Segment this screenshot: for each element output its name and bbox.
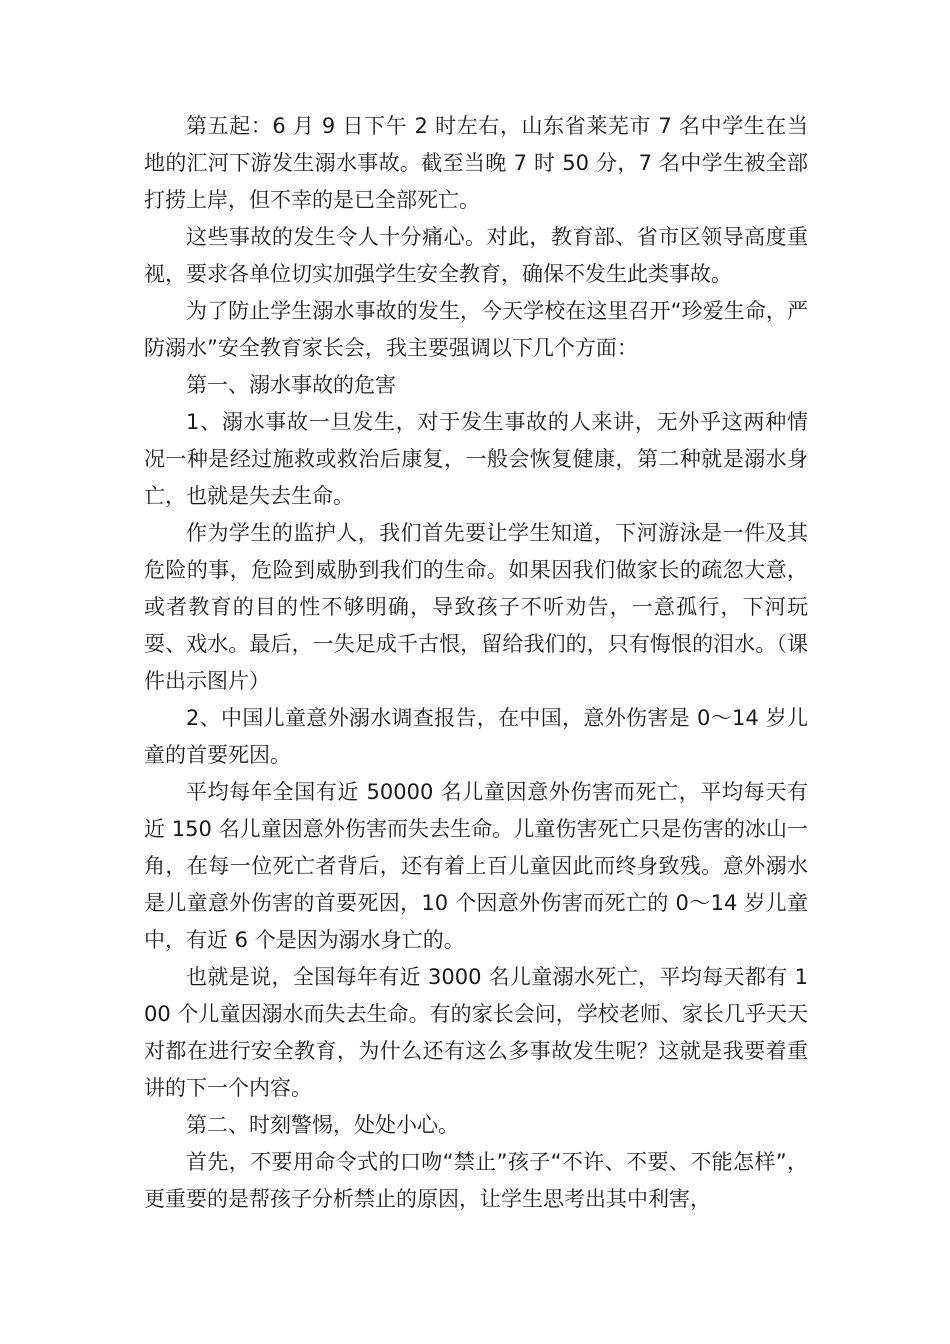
paragraph-daily-deaths: 也就是说，全国每年有近 3000 名儿童溺水死亡，平均每天都有 100 个儿童因溺水而失去生命。有的家长会问，学校老师、家长几乎天天对都在进行安全教育，为什么还有这么多事故发生呢？这就是我要着重讲的下一个内容。 xyxy=(144,965,808,1100)
paragraph-meeting-purpose: 为了防止学生溺水事故的发生，今天学校在这里召开“珍爱生命，严防溺水”安全教育家长会，我主要强调以下几个方面： xyxy=(144,299,808,360)
paragraph-first-advice: 首先，不要用命令式的口吻“禁止”孩子“不许、不要、不能怎样”，更重要的是帮孩子分析禁止的原因，让学生思考出其中利害， xyxy=(144,1150,808,1211)
paragraph-statistics: 平均每年全国有近 50000 名儿童因意外伤害而死亡，平均每天有近 150 名儿童因意外伤害而失去生命。儿童伤害死亡只是伤害的冰山一角，在每一位死亡者背后，还有着上百儿童因此而终身致残。意外溺水是儿童意外伤害的首要死因，10 个因意外伤害而死亡的 0～14 岁儿童中，有近 6 个是因为溺水身亡的。 xyxy=(144,780,808,952)
paragraph-point-one: 1、溺水事故一旦发生，对于发生事故的人来讲，无外乎这两种情况一种是经过施救或救治后康复，一般会恢复健康，第二种就是溺水身亡，也就是失去生命。 xyxy=(144,410,808,508)
document-body xyxy=(144,108,808,1218)
paragraph-accident-five: 第五起：6 月 9 日下午 2 时左右，山东省莱芜市 7 名中学生在当地的汇河下游发生溺水事故。截至当晚 7 时 50 分，7 名中学生被全部打捞上岸，但不幸的是已全部死亡。 xyxy=(144,114,808,212)
paragraph-point-two: 2、中国儿童意外溺水调查报告，在中国，意外伤害是 0～14 岁儿童的首要死因。 xyxy=(144,706,808,767)
section-heading-two: 第二、时刻警惕，处处小心。 xyxy=(186,1113,459,1137)
section-heading-one: 第一、溺水事故的危害 xyxy=(186,373,396,397)
paragraph-guardian-role: 作为学生的监护人，我们首先要让学生知道，下河游泳是一件及其危险的事，危险到威胁到我们的生命。如果因我们做家长的疏忽大意，或者教育的目的性不够明确，导致孩子不听劝告，一意孤行，下河玩耍、戏水。最后，一失足成千古恨，留给我们的，只有悔恨的泪水。（课件出示图片） xyxy=(144,521,808,693)
paragraph-leaders-attention: 这些事故的发生令人十分痛心。对此，教育部、省市区领导高度重视，要求各单位切实加强学生安全教育，确保不发生此类事故。 xyxy=(144,225,808,286)
